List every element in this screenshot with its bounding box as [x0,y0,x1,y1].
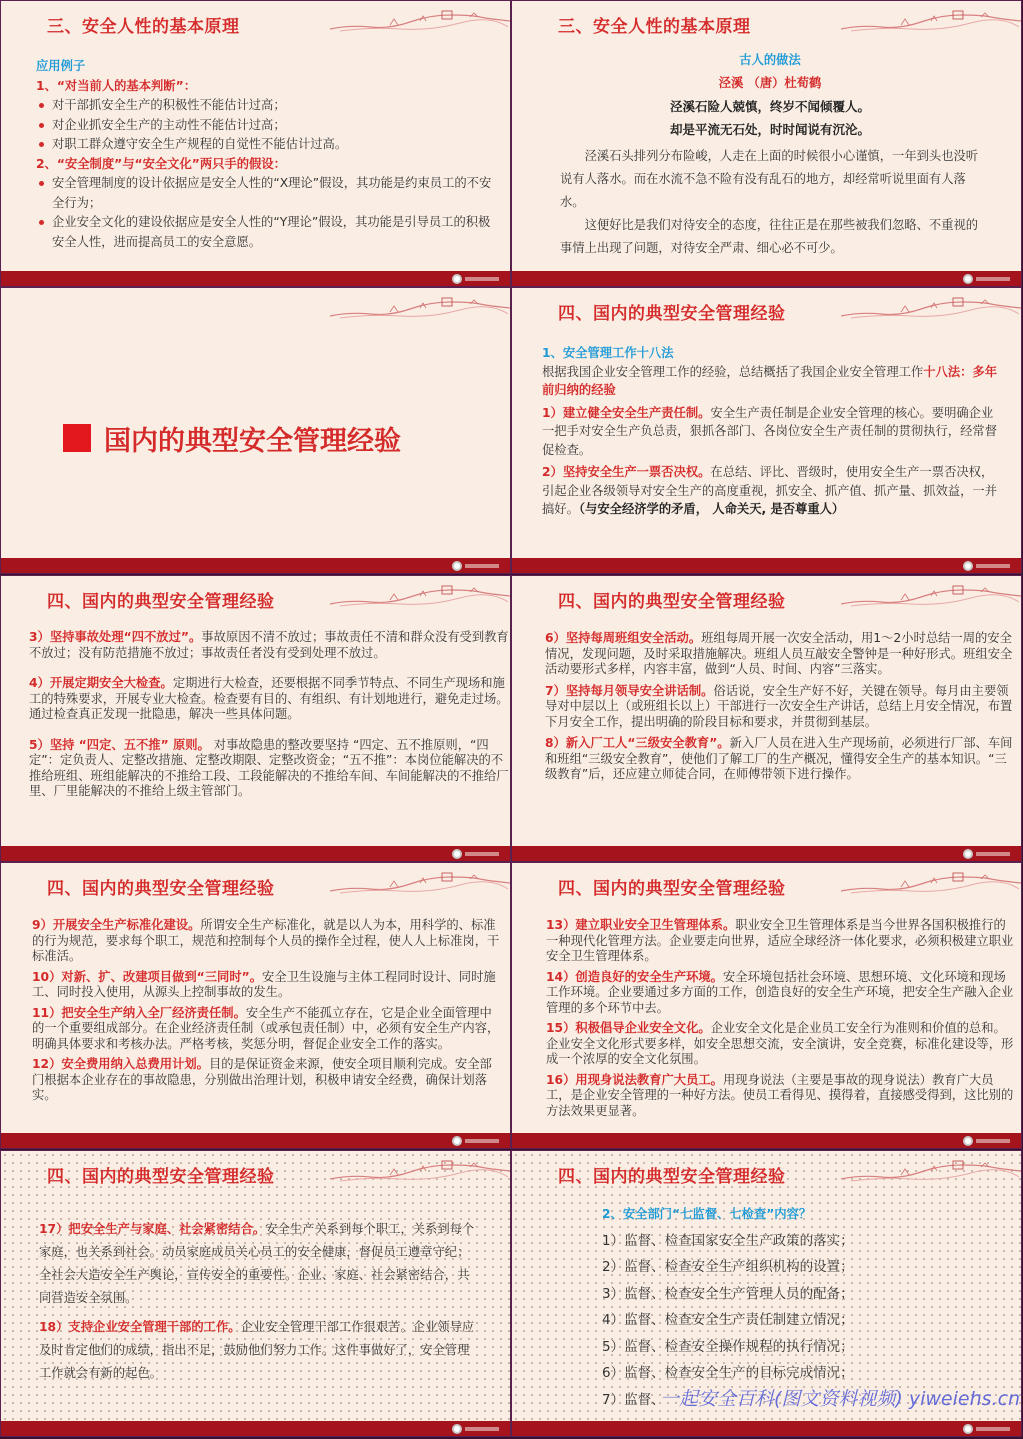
slide-body [29,630,511,800]
footer-logo-icon [963,273,1013,284]
method-text: 所谓安全生产标准化，就是以人为本，用科学的、标准的行为规范，要求每个职工，规范和控制每个人员的操作全过程，使人人上标准岗，干标准活。 [32,918,500,963]
method-text: 目的是保证资金来源，使安全项目顺利完成。安全部门根据本企业存在的事故隐患，分别做出治理计划，积极申请安全经费，确保计划落实。 [32,1057,492,1102]
slide-body [36,57,496,252]
method-lead: 18）支持企业安全管理干部的工作。 [39,1320,241,1334]
method-lead: 12）安全费用纳入总费用计划。 [32,1057,209,1071]
great-wall-decoration-icon [841,582,1021,608]
method-lead: 11）把安全生产纳入全厂经济责任制。 [32,1005,246,1020]
method-item [32,970,502,1001]
method-item [545,736,1015,783]
method-text: 安全生产不能孤立存在，它是企业全面管理中的一个重要组成部分。在企业经济责任制（或承包责任制）中，必须有安全生产内容，明确具体要求和考核办法。严格考核，奖惩分明，督促企业安全工作的落实。 [32,1005,500,1051]
slide-10 [511,1150,1022,1437]
footer-logo-icon [452,273,502,284]
great-wall-decoration-icon [841,7,1021,33]
method-lead: 4）开展定期安全大检查。 [29,676,173,690]
great-wall-decoration-icon [330,869,510,895]
method-text: 企业安全文化是企业员工安全行为准则和价值的总和。企业安全文化形式要多样，如安全思想交流，安全演讲，安全竞赛，标准化建设等，形成一个浓厚的安全文化氛围。 [546,1021,1014,1066]
method-lead: 2）坚持安全生产一票否决权。 [542,465,711,479]
slide-body [545,631,1015,783]
great-wall-decoration-icon [841,1157,1021,1183]
intro-text: 根据我国企业安全管理工作的经验，总结概括了我国企业安全管理工作 [542,364,924,379]
method-lead: 5）坚持 “四定、五不推” 原则。 [29,737,210,752]
slide-8 [511,862,1022,1149]
slide-title: 四、国内的典型安全管理经验 [558,592,786,612]
slide-9 [0,1150,511,1437]
slide-title: 四、国内的典型安全管理经验 [558,879,786,899]
list-item: 7）监督、 [602,1391,665,1408]
subheading: 2、安全部门“七监督、七检查”内容？ [602,1207,812,1221]
footer-logo-icon [963,848,1013,859]
method-item [546,970,1016,1017]
method-text: 定期进行大检查，还要根据不同季节特点、不同生产现场和施工的特殊要求，开展专业大检查。检查要有目的、有组织、有计划地进行，避免走过场。通过检查真正发现一批隐患，解决一些具体问题。 [29,676,509,721]
list-item: 1）监督、检查国家安全生产政策的落实； [602,1232,854,1249]
slide-4 [511,287,1022,574]
slide-5 [0,575,511,862]
section-heading: 2、“安全制度”与“安全文化”两只手的假设： [36,156,286,171]
poem-line: 却是平流无石处，时时闻说有沉沦。 [669,122,870,137]
footer-bar [1,1421,510,1436]
section-marker-icon [63,424,91,452]
footer-logo-icon [963,560,1013,571]
method-text: 安全卫生设施与主体工程同时设计、同时施工、同时投入使用，从源头上控制事故的发生。 [32,969,496,999]
slide-body [32,918,502,1104]
slide-title: 四、国内的典型安全管理经验 [558,1167,786,1187]
method-text: 安全生产责任制是企业安全管理的核心。要明确企业一把手对安全生产负总责，狠抓各部门、各岗位安全生产责任制的贯彻执行，经常督促检查。 [542,405,997,457]
method-item [32,1057,502,1104]
footer-bar [1,1133,510,1148]
method-text: 安全生产关系到每个职工，关系到每个家庭，也关系到社会。动员家庭成员关心员工的安全健康，督促员工遵章守纪；全社会大造安全生产舆论，宣传安全的重要性。企业、家庭、社会紧密结合，共同营造安全氛围。 [39,1222,475,1305]
method-lead: 8）新入厂工人“三级安全教育”。 [545,736,730,750]
intro-paragraph [542,363,1004,400]
list-item: 5）监督、检查安全操作规程的执行情况； [602,1338,854,1355]
slide-title: 四、国内的典型安全管理经验 [558,304,786,324]
section-title: 国内的典型安全管理经验 [104,426,401,457]
method-note: （与安全经济学的矛盾， 人命关天, 是否尊重人） [578,502,845,516]
list-item: 6）监督、检查安全生产的目标完成情况； [602,1365,854,1381]
slide-2 [511,0,1022,287]
slide-body [560,49,980,260]
slide-7 [0,862,511,1149]
method-lead: 1）建立健全安全生产责任制。 [542,405,711,420]
great-wall-decoration-icon [330,1157,510,1183]
subheading: 应用例子 [36,59,86,73]
list-item: 4）监督、检查安全生产责任制建立情况； [602,1312,854,1328]
slide-title: 四、国内的典型安全管理经验 [47,1167,275,1187]
method-lead: 9）开展安全生产标准化建设。 [32,918,201,932]
method-lead: 17）把安全生产与家庭、社会紧密结合。 [39,1222,266,1236]
list-item: 2）监督、检查安全生产组织机构的设置； [602,1259,854,1275]
footer-bar [512,271,1021,286]
method-lead: 7）坚持每月领导安全讲话制。 [545,683,714,698]
method-item [545,631,1015,678]
footer-bar [1,271,510,286]
footer-bar [512,846,1021,861]
method-item [545,684,1015,731]
method-item [32,1006,502,1053]
bullet-item: 安全管理制度的设计依据应是安全人性的“X理论”假设，其功能是约束员工的不安全行为； [36,174,496,213]
bullet-item: 对职工群众遵守安全生产规程的自觉性不能估计过高。 [36,135,496,155]
great-wall-decoration-icon [841,294,1021,320]
method-item [39,1316,479,1385]
method-lead: 13）建立职业安全卫生管理体系。 [546,918,736,932]
footer-logo-icon [963,1135,1013,1146]
slide-body [542,344,1004,519]
poem-title: 泾溪 （唐）杜荀鹤 [718,76,822,90]
method-text: 用现身说法（主要是事故的现身说法）教育广大员工，是企业安全管理的一种好方法。使员工看得见、摸得着，直接感受得到，这比别的方法效果更显著。 [546,1072,1014,1118]
slide-body [602,1201,982,1413]
slide-body [39,1218,479,1385]
method-item [29,676,511,723]
footer-logo-icon [452,848,502,859]
method-item [546,1073,1016,1120]
method-lead: 16）用现身说法教育广大员工。 [546,1072,723,1087]
poem-line: 泾溪石险人兢慎，终岁不闻倾覆人。 [669,99,870,114]
slide-6 [511,575,1022,862]
great-wall-decoration-icon [330,7,510,33]
method-item [39,1218,479,1310]
great-wall-decoration-icon [330,294,510,320]
method-lead: 15）积极倡导企业安全文化。 [546,1021,711,1035]
method-text: 班组每周开展一次安全活动，用1～2小时总结一周的安全情况，发现问题，及时采取措施解决。班组人员互敲安全警钟是一种好形式。班组安全活动要形式多样，内容丰富，做到“人员、时间、内容”三落实。 [545,631,1013,676]
method-lead: 6）坚持每周班组安全活动。 [545,631,702,645]
method-item [546,918,1016,965]
footer-logo-icon [452,1423,502,1434]
method-text: 事故原因不清不放过；事故责任不清和群众没有受到教育不放过；没有防范措施不放过；事故责任者没有受到处理不放过。 [29,630,509,660]
method-text: 安全环境包括社会环境、思想环境、文化环境和现场工作环境。企业要通过多方面的工作，创造良好的安全生产环境，把安全生产融入企业管理的多个环节中去。 [546,969,1014,1015]
method-text: 在总结、评比、晋级时，使用安全生产一票否决权，引起企业各级领导对安全生产的高度重视，抓安全、抓产值、抓产量、抓效益，一并搞好。 [542,465,997,516]
bullet-item: 对企业抓安全生产的主动性不能估计过高； [36,116,496,136]
method-item [32,918,502,965]
footer-bar [512,558,1021,573]
footer-bar [1,558,510,573]
slide-1 [0,0,511,287]
bullet-item: 企业安全文化的建设依据应是安全人性的“Y理论”假设，其功能是引导员工的积极安全人性，进而提高员工的安全意愿。 [36,213,496,252]
footer-bar [512,1421,1021,1436]
method-item [546,1021,1016,1068]
intro-highlight: 十八法：多年前归纳的经验 [542,364,998,397]
slide-3 [0,287,511,574]
slide-title: 三、安全人性的基本原理 [558,17,751,37]
watermark: 一起安全百科(图文资料视频) yiweiehs.cn [660,1388,1021,1410]
slide-body [546,918,1016,1119]
method-item [542,463,1004,519]
paragraph: 泾溪石头排列分布险峻，人走在上面的时候很小心谨慎，一年到头也没听说有人落水。而在水流不急不险有没有乱石的地方，却经常听说里面有人落水。 [560,149,979,209]
slide-title: 三、安全人性的基本原理 [47,17,240,37]
great-wall-decoration-icon [330,582,510,608]
method-text: 企业安全管理干部工作很艰苦。企业领导应及时肯定他们的成绩，指出不足，鼓励他们努力工作。这件事做好了，安全管理工作就会有新的起色。 [39,1320,475,1380]
footer-logo-icon [452,560,502,571]
subheading: 古人的做法 [739,53,801,67]
method-lead: 10）对新、扩、改建项目做到“三同时”。 [32,969,263,984]
method-item [29,738,511,800]
method-lead: 14）创造良好的安全生产环境。 [546,969,723,984]
slide-title: 四、国内的典型安全管理经验 [47,592,275,612]
subheading: 1、安全管理工作十八法 [542,346,674,360]
method-item [542,404,1004,460]
footer-logo-icon [963,1423,1013,1434]
footer-bar [1,846,510,861]
list-item: 3）监督、检查安全生产管理人员的配备； [602,1285,854,1302]
method-item [29,630,511,661]
footer-logo-icon [452,1135,502,1146]
method-text: 对事故隐患的整改要坚持 “四定、五不推原则，“四定”：定负责人、定整改措施、定整改期限、定整改资金；“五不推”：本岗位能解决的不推给班组、班组能解决的不推给工段、工段能解决的不推给车间、车间能解决的不推给厂里、厂里能解决的不推给上级主管部门。 [29,737,509,798]
method-text: 俗话说，安全生产好不好，关键在领导。每月由主要领导对中层以上（或班组长以上）干部进行一次安全生产讲话，总结上月安全情况，布置下月安全工作，提出明确的阶段目标和要求，并贯彻到基层。 [545,683,1013,729]
great-wall-decoration-icon [841,869,1021,895]
section-heading: 1、“对当前人的基本判断”： [36,78,196,93]
paragraph: 这便好比是我们对待安全的态度，往往正是在那些被我们忽略、不重视的事情上出现了问题，对待安全严肃、细心必不可少。 [560,218,979,255]
method-text: 新入厂人员在进入生产现场前，必须进行厂部、车间和班组“三级安全教育”，使他们了解工厂的生产概况，懂得安全生产的基本知识。“三级教育”后，还应建立师徒合同，在师傅带领下进行操作。 [545,736,1013,781]
method-text: 职业安全卫生管理体系是当今世界各国积极推行的一种现代化管理方法。企业要走向世界，适应全球经济一体化要求，必须积极建立职业安全卫生管理体系。 [546,918,1014,963]
bullet-item: 对干部抓安全生产的积极性不能估计过高； [36,96,496,116]
method-lead: 3）坚持事故处理“四不放过”。 [29,630,202,644]
footer-bar [512,1133,1021,1148]
slide-title: 四、国内的典型安全管理经验 [47,879,275,899]
